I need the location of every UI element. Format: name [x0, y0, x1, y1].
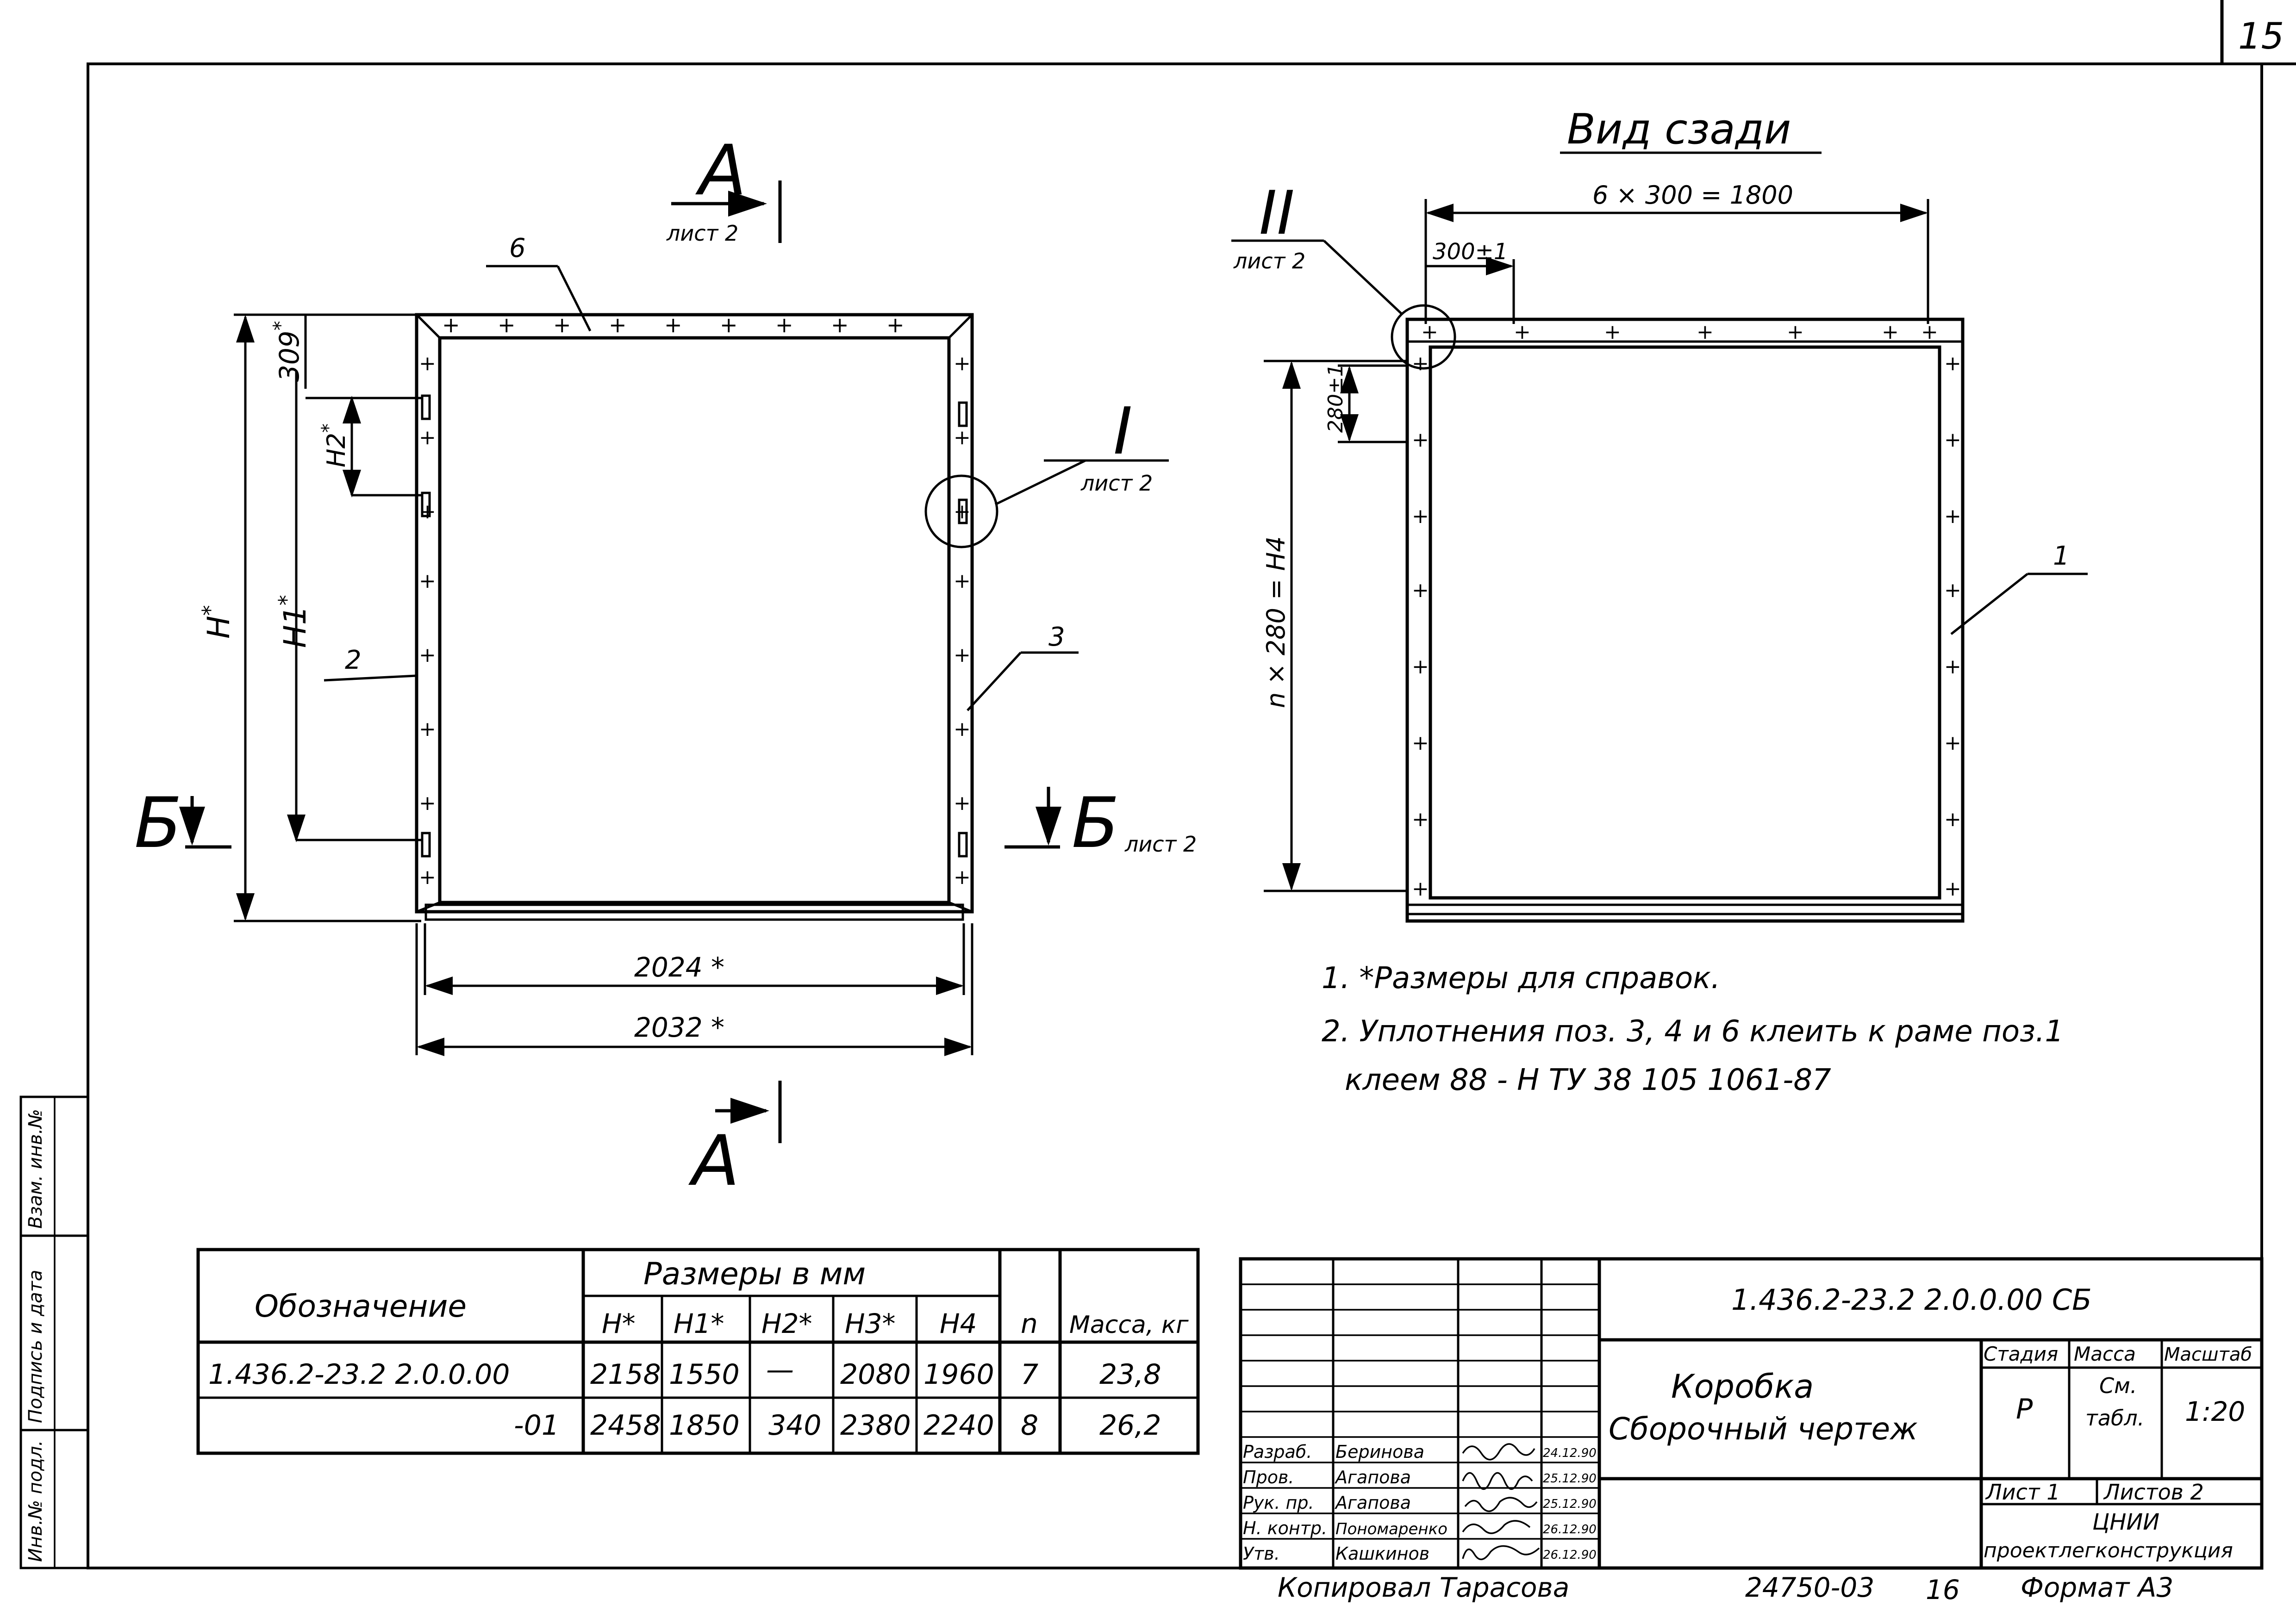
svg-text:+: + [1421, 320, 1438, 344]
row2-h2: 340 [768, 1409, 822, 1442]
dim-2032: 2032 * [634, 1012, 725, 1043]
svg-text:+: + [1944, 504, 1961, 528]
svg-text:+: + [419, 865, 436, 889]
signer-role-1: Разраб. [1243, 1442, 1312, 1462]
signer-name-5: Кашкинов [1335, 1543, 1430, 1564]
signer-date-1: 24.12.90 [1543, 1446, 1597, 1460]
rear-pos1: 1 [2053, 541, 2070, 571]
scale-label: Масштаб [2164, 1344, 2252, 1365]
signer-date-2: 25.12.90 [1543, 1472, 1597, 1486]
svg-text:+: + [1412, 655, 1429, 678]
svg-text:+: + [1944, 655, 1961, 678]
rear-view [1231, 105, 2088, 921]
rear-dim-300: 300±1 [1433, 239, 1508, 265]
row1-h2: — [766, 1354, 794, 1386]
svg-text:+: + [1882, 320, 1899, 344]
svg-text:+: + [1944, 877, 1961, 901]
signer-date-3: 25.12.90 [1543, 1497, 1597, 1511]
svg-text:+: + [954, 865, 971, 889]
svg-text:+: + [954, 643, 971, 667]
product-doc-type: Сборочный чертеж [1609, 1411, 1918, 1447]
svg-text:+: + [954, 717, 971, 741]
row1-h4: 1960 [923, 1358, 994, 1391]
row2-designation: -01 [514, 1409, 559, 1442]
row1-designation: 1.436.2-23.2 2.0.0.00 [208, 1358, 510, 1391]
stage-value: Р [2016, 1393, 2033, 1425]
svg-text:+: + [1412, 428, 1429, 452]
svg-text:+: + [1944, 428, 1961, 452]
svg-text:+: + [954, 791, 971, 815]
svg-text:+: + [1412, 808, 1429, 831]
row2-mass: 26,2 [1099, 1409, 1161, 1442]
rear-dim-total: 6 × 300 = 1800 [1592, 180, 1794, 210]
row1-h3: 2080 [840, 1358, 911, 1391]
svg-text:+: + [1412, 579, 1429, 602]
col-h4: H4 [940, 1308, 977, 1339]
svg-text:+: + [775, 312, 793, 337]
node2-label: II [1259, 178, 1295, 248]
svg-text:+: + [954, 426, 971, 449]
note-line-1: 1. *Размеры для справок. [1322, 961, 1721, 996]
side-stamp-inv: Инв.№ подл. [25, 1440, 46, 1562]
col-designation: Обозначение [255, 1288, 467, 1324]
section-b-left: Б [134, 783, 182, 864]
svg-text:+: + [954, 569, 971, 593]
signer-name-1: Беринова [1335, 1442, 1425, 1462]
pos2-label: 2 [345, 645, 362, 675]
section-a-top: А [699, 131, 747, 211]
svg-text:+: + [419, 569, 436, 593]
org-line-2: проектлегконструкция [1984, 1539, 2233, 1562]
section-b-ref: лист 2 [1125, 832, 1197, 857]
footer [1278, 1572, 2173, 1605]
signer-role-3: Рук. пр. [1243, 1493, 1314, 1513]
col-h3: H3* [845, 1308, 896, 1339]
signer-role-2: Пров. [1243, 1467, 1294, 1487]
dim-h2: H2* [318, 423, 351, 467]
page-number: 15 [2238, 16, 2284, 57]
dim-2024: 2024 * [634, 952, 725, 983]
format-label: Формат А3 [2021, 1572, 2174, 1603]
row1-h: 2158 [590, 1358, 661, 1391]
col-h: H* [602, 1308, 636, 1339]
svg-text:+: + [1921, 320, 1938, 344]
mass-value-2: табл. [2085, 1406, 2145, 1431]
row1-h1: 1550 [669, 1358, 740, 1391]
row2-n: 8 [1021, 1409, 1039, 1442]
signature-marks [1463, 1444, 1539, 1559]
svg-text:+: + [553, 312, 571, 337]
svg-text:+: + [831, 312, 849, 337]
svg-text:+: + [954, 352, 971, 375]
sheet-number: Лист 1 [1986, 1480, 2060, 1505]
rear-dim-n280: n × 280 = H4 [1261, 536, 1291, 708]
note-line-2: 2. Уплотнения поз. 3, 4 и 6 клеить к раме поз.1 [1322, 1014, 2064, 1049]
side-stamp-sign: Подпись и дата [25, 1269, 46, 1423]
copied-by: Копировал Тарасова [1278, 1572, 1570, 1603]
svg-text:+: + [954, 500, 971, 523]
stage-label: Стадия [1984, 1343, 2059, 1365]
svg-text:+: + [419, 717, 436, 741]
svg-text:+: + [1944, 352, 1961, 375]
col-h2: H2* [761, 1308, 812, 1339]
col-h1: H1* [674, 1308, 724, 1339]
node1-ref: лист 2 [1081, 471, 1153, 496]
product-name: Коробка [1671, 1368, 1814, 1406]
section-a-bottom: А [692, 1121, 740, 1201]
row2-h: 2458 [590, 1409, 661, 1442]
col-mass: Масса, кг [1069, 1311, 1189, 1339]
svg-text:+: + [419, 791, 436, 815]
row2-h3: 2380 [840, 1409, 911, 1442]
mass-value-1: См. [2099, 1373, 2137, 1398]
dim-h1: H1* [274, 595, 313, 648]
note-line-3: клеем 88 - Н ТУ 38 105 1061-87 [1345, 1063, 1831, 1097]
pos6-label: 6 [509, 233, 526, 263]
dim-h: H* [198, 605, 237, 639]
svg-text:+: + [886, 312, 905, 337]
svg-text:+: + [720, 312, 738, 337]
svg-text:+: + [1412, 731, 1429, 755]
svg-text:+: + [1412, 504, 1429, 528]
notes [1322, 961, 2064, 1097]
svg-text:+: + [1604, 320, 1621, 344]
dim-309: 309* [269, 321, 305, 382]
signer-name-3: Агапова [1335, 1493, 1411, 1513]
svg-text:+: + [419, 352, 436, 375]
svg-text:+: + [1944, 579, 1961, 602]
rear-view-title: Вид сзади [1567, 105, 1791, 154]
svg-text:+: + [1412, 352, 1429, 375]
col-n: n [1021, 1308, 1038, 1339]
svg-text:+: + [1412, 877, 1429, 901]
org-line-1: ЦНИИ [2092, 1509, 2160, 1535]
signer-role-5: Утв. [1243, 1543, 1280, 1564]
doc-code: 1.436.2-23.2 2.0.0.00 СБ [1731, 1283, 2092, 1317]
mass-label: Масса [2074, 1343, 2136, 1365]
svg-text:+: + [419, 500, 436, 523]
signer-name-2: Агапова [1335, 1467, 1411, 1487]
col-dims: Размеры в мм [643, 1256, 866, 1292]
section-a-top-ref: лист 2 [667, 221, 739, 246]
sheets-total: Листов 2 [2104, 1480, 2204, 1505]
signer-role-4: Н. контр. [1243, 1518, 1328, 1538]
svg-text:+: + [1787, 320, 1804, 344]
svg-text:+: + [1697, 320, 1714, 344]
svg-text:+: + [1944, 731, 1961, 755]
front-top-screws [442, 312, 905, 337]
spec-table [198, 1250, 1198, 1453]
signer-date-4: 26.12.90 [1543, 1523, 1597, 1537]
section-b-right: Б [1072, 783, 1119, 864]
signer-name-4: Пономаренко [1335, 1520, 1447, 1538]
front-view [134, 131, 1197, 1201]
svg-text:+: + [664, 312, 682, 337]
scale-value: 1:20 [2185, 1396, 2246, 1427]
row2-h4: 2240 [923, 1409, 994, 1442]
svg-text:+: + [419, 643, 436, 667]
side-stamp-replace: Взам. инв.№ [25, 1109, 46, 1229]
svg-text:+: + [442, 312, 460, 337]
svg-text:+: + [1514, 320, 1531, 344]
svg-text:+: + [498, 312, 516, 337]
pos3-label: 3 [1048, 622, 1065, 652]
node1-label: I [1113, 394, 1133, 469]
svg-text:+: + [1944, 808, 1961, 831]
title-block [1241, 1259, 2262, 1568]
node2-ref: лист 2 [1234, 249, 1306, 274]
inventory-number: 24750-03 [1745, 1572, 1875, 1603]
signer-date-5: 26.12.90 [1543, 1548, 1597, 1562]
row2-h1: 1850 [669, 1409, 740, 1442]
row1-n: 7 [1021, 1358, 1039, 1391]
row1-mass: 23,8 [1099, 1358, 1161, 1391]
svg-text:+: + [609, 312, 627, 337]
rear-dim-280: 280±1 [1324, 364, 1348, 433]
svg-text:+: + [419, 426, 436, 449]
side-stamp [21, 1097, 88, 1568]
inventory-sheet: 16 [1926, 1574, 1960, 1605]
